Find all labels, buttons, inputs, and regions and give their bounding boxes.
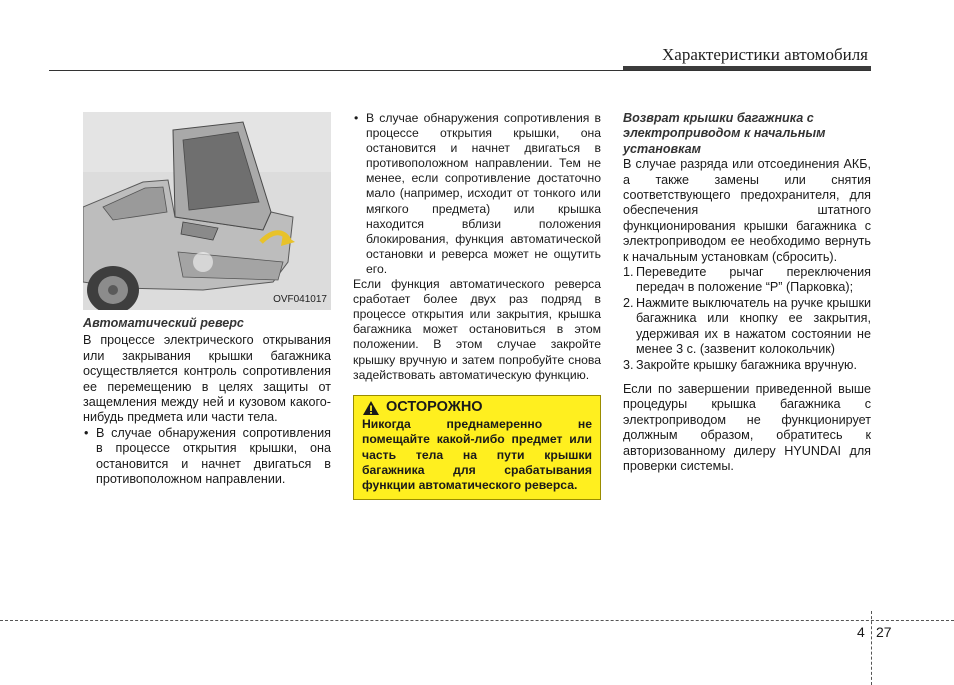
column-middle xyxy=(353,111,601,500)
header-rule xyxy=(49,70,871,71)
step-text: Переведите рычаг переключения передач в положение “P” (Парковка); xyxy=(636,265,871,295)
warning-text: Никогда преднамеренно не помещайте какой-либо предмет или часть тела на пути крышки багажника для срабатывания функции автоматического реверса. xyxy=(362,416,592,493)
intro-paragraph: В процессе электрического открывания или закрывания крышки багажника осуществляется контроль сопротивления ее перемещению в целях защиты от защемления между ней и кузовом какого-нибудь предмета или части тела. xyxy=(83,333,331,425)
section-caption: Автоматический реверс xyxy=(83,316,244,330)
warning-title: ОСТОРОЖНО xyxy=(386,399,483,416)
step-item xyxy=(623,358,871,373)
reverse-paragraph: Если функция автоматического реверса сработает более двух раз подряд в процессе открытия или закрытия, крышка багажника может остановиться в этом положении. В этом случае закройте крышку вручную и затем попробуйте снова задействовать автоматическую функцию. xyxy=(353,277,601,382)
chapter-number: 4 xyxy=(857,624,865,640)
page-number: 27 xyxy=(876,624,892,640)
tailgate-figure xyxy=(83,112,331,310)
step-number: 2. xyxy=(623,295,634,310)
bullet-item: • В случае обнаружения сопротивления в процессе открытия крышки, она остановится и начнет двигаться в противоположном направлении. xyxy=(83,426,331,488)
step-text: Закройте крышку багажника вручную. xyxy=(636,357,857,372)
step-text: Нажмите выключатель на ручке крышки багажника или кнопку ее закрытия, удерживая их в нажатом состоянии не менее 3 с. (зазвенит колокольчик) xyxy=(636,295,871,357)
column-left xyxy=(83,112,331,487)
step-number: 1. xyxy=(623,265,634,280)
step-item xyxy=(623,265,871,296)
bullet-item: • В случае обнаружения сопротивления в процессе открытия крышки, она остановится и начнет двигаться в противоположном направлении. Тем не менее, если сопротивление достаточно мало (например, исходит от тонкого или мягкого предмета) или крышка находится вблизи положения блокирования, функция автоматической остановки и реверса может не ощутить его. xyxy=(353,111,601,277)
step-number: 3. xyxy=(623,357,634,372)
step-item xyxy=(623,296,871,358)
column-right xyxy=(623,111,871,474)
dealer-paragraph: Если по завершении приведенной выше процедуры крышка багажника с электроприводом не функционирует должным образом, обратитесь к авторизованному дилеру HYUNDAI для проверки системы. xyxy=(623,381,871,473)
car-tailgate-illustration xyxy=(83,112,331,310)
reset-paragraph: В случае разряда или отсоединения АКБ, а также замены или снятия соответствующего предохранителя, для обеспечения штатного функционирования крышки багажника с электроприводом ее необходимо вернуть к начальным установкам (сбросить). xyxy=(623,157,871,264)
reset-section-title: Возврат крышки багажника с электроприводом к начальным установкам xyxy=(623,111,826,156)
warning-box xyxy=(353,395,601,500)
footer-divider xyxy=(871,611,872,685)
page-header-title: Характеристики автомобиля xyxy=(662,45,868,64)
warning-triangle-icon xyxy=(362,400,380,416)
figure-code: OVF041017 xyxy=(273,293,327,305)
footer-rule xyxy=(0,620,954,621)
